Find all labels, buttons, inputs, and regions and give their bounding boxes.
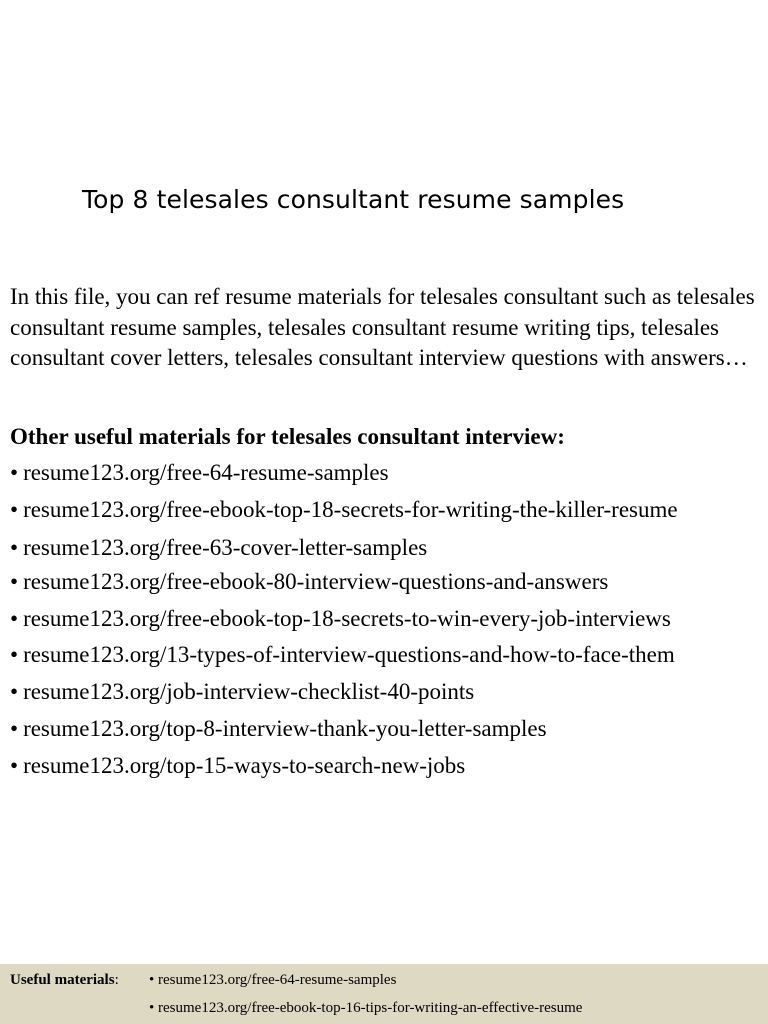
bullet: • — [10, 642, 19, 667]
footer-list-item[interactable] — [149, 1000, 582, 1017]
material-link[interactable]: resume123.org/free-ebook-top-18-secrets-to-win-every-job-interviews — [23, 606, 671, 631]
material-link[interactable]: resume123.org/13-types-of-interview-questions-and-how-to-face-them — [23, 642, 675, 667]
bullet: • — [10, 460, 19, 485]
footer-label: Useful materials — [10, 972, 115, 988]
list-item[interactable] — [10, 714, 547, 744]
material-link[interactable]: resume123.org/top-15-ways-to-search-new-jobs — [23, 753, 466, 778]
footer-link[interactable]: resume123.org/free-ebook-top-16-tips-for-writing-an-effective-resume — [158, 1000, 583, 1016]
material-link[interactable]: resume123.org/top-8-interview-thank-you-letter-samples — [23, 716, 547, 741]
bullet: • — [10, 606, 19, 631]
bullet: • — [149, 1000, 155, 1016]
materials-heading: Other useful materials for telesales consultant interview: — [10, 424, 565, 449]
list-item[interactable] — [10, 533, 427, 563]
bullet: • — [10, 753, 19, 778]
footer-link[interactable]: resume123.org/free-64-resume-samples — [158, 972, 397, 988]
material-link[interactable]: resume123.org/free-ebook-80-interview-questions-and-answers — [23, 569, 609, 594]
page-title: Top 8 telesales consultant resume samples — [82, 184, 625, 214]
material-link[interactable]: resume123.org/job-interview-checklist-40-points — [23, 679, 475, 704]
footer-label-row — [10, 972, 119, 989]
list-item[interactable] — [10, 458, 389, 488]
intro-paragraph: In this file, you can ref resume materials for telesales consultant such as telesales consultant resume samples, telesales consultant resume writing tips, telesales consultant cover letters, telesales consultant interview questions with answers… — [10, 284, 755, 370]
bullet: • — [10, 569, 19, 594]
bullet: • — [10, 535, 19, 560]
list-item[interactable] — [10, 567, 608, 597]
bullet: • — [10, 716, 19, 741]
material-link[interactable]: resume123.org/free-ebook-top-18-secrets-for-writing-the-killer-resume — [23, 497, 678, 522]
bullet: • — [10, 679, 19, 704]
footer-list-item[interactable] — [149, 972, 396, 989]
list-item[interactable] — [10, 604, 671, 634]
bullet: • — [10, 497, 19, 522]
list-item[interactable] — [10, 495, 678, 525]
list-item[interactable] — [10, 751, 465, 781]
footer-label-colon: : — [114, 972, 119, 988]
list-item[interactable] — [10, 677, 474, 707]
list-item[interactable] — [10, 640, 675, 670]
bullet: • — [149, 972, 155, 988]
material-link[interactable]: resume123.org/free-63-cover-letter-samples — [23, 535, 428, 560]
material-link[interactable]: resume123.org/free-64-resume-samples — [23, 460, 389, 485]
footer-bar — [0, 964, 768, 1024]
